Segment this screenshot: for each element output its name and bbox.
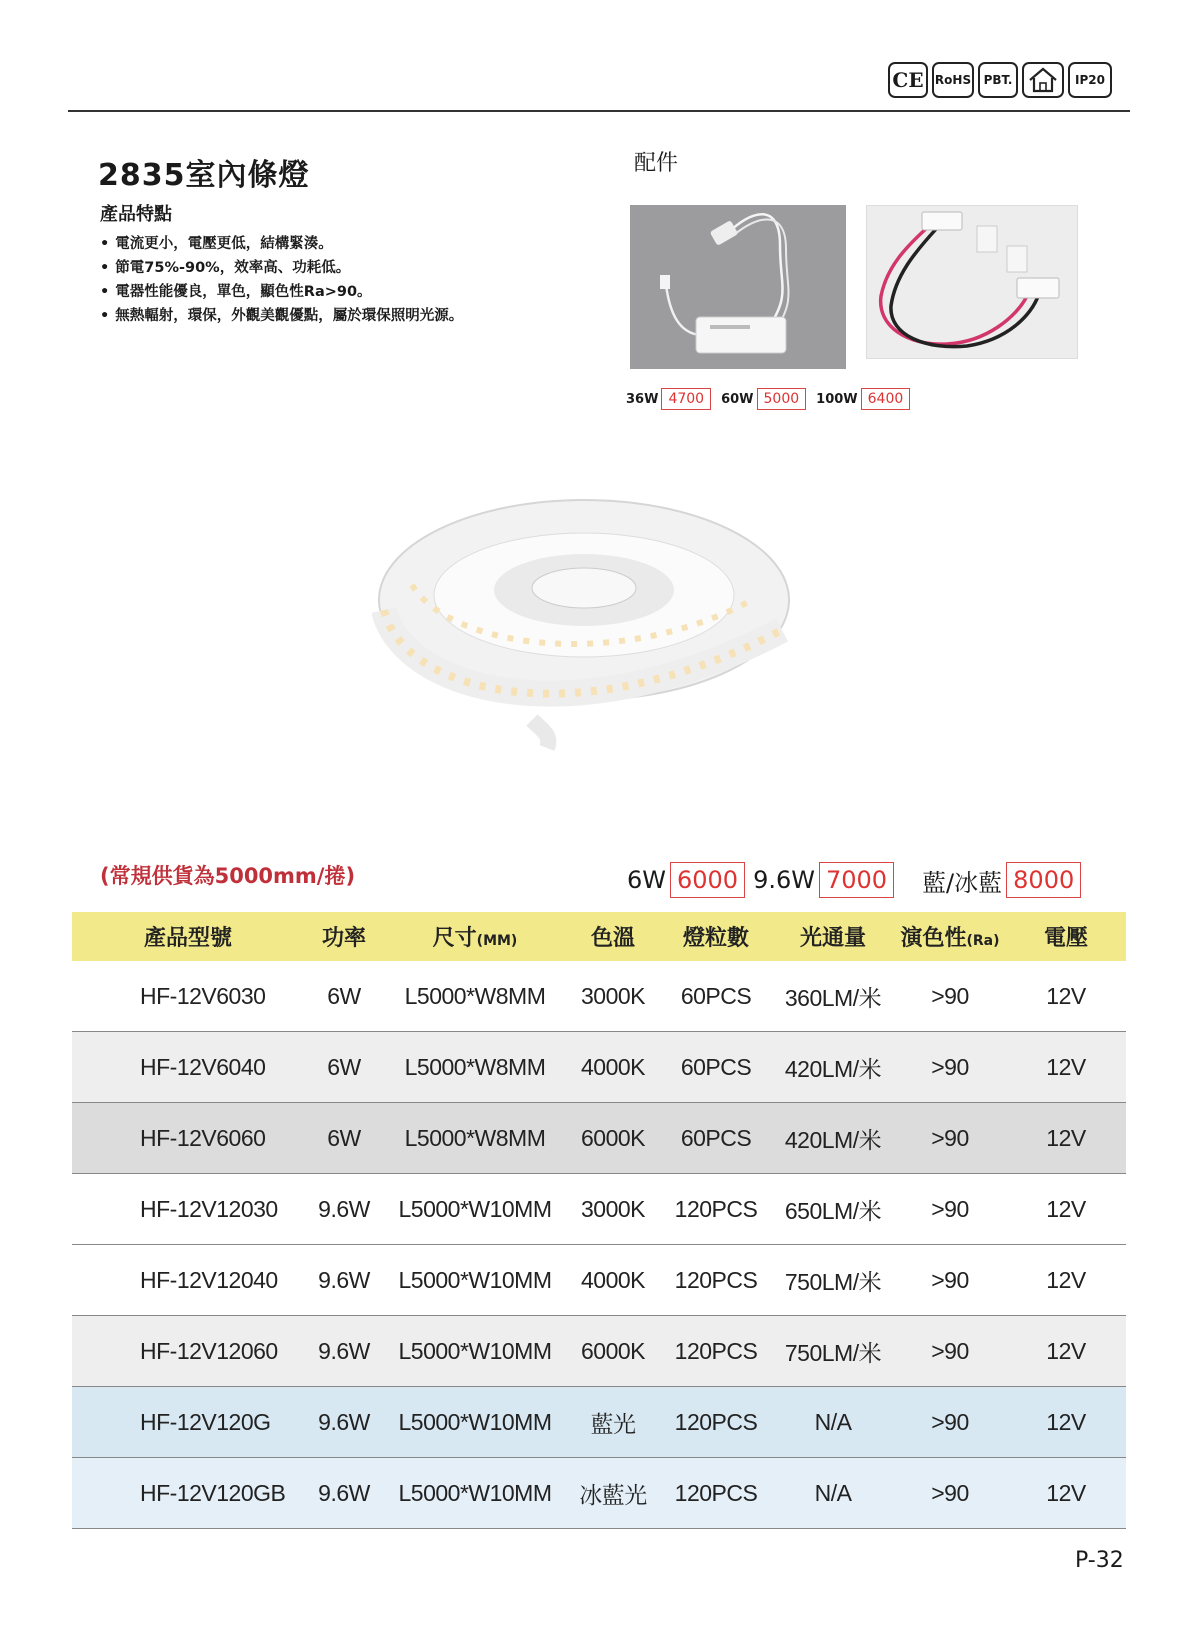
indoor-house-icon	[1022, 62, 1064, 98]
cell-cri: >90	[894, 1032, 1006, 1103]
page-number: P-32	[1075, 1548, 1124, 1573]
cell-temp: 3000K	[566, 961, 660, 1032]
cell-leds: 120PCS	[660, 1458, 772, 1529]
power-watt: 60W	[721, 391, 754, 407]
cell-leds: 120PCS	[660, 1316, 772, 1387]
header-color-temp: 色溫	[566, 912, 660, 961]
table-row	[72, 1387, 1126, 1458]
connector-cable-photo	[866, 205, 1078, 359]
cell-cri: >90	[894, 1103, 1006, 1174]
pbt-badge: PBT.	[978, 62, 1018, 98]
cell-model: HF-12V6060	[72, 1103, 304, 1174]
accessory-power-options	[626, 388, 920, 410]
cell-cri: >90	[894, 1245, 1006, 1316]
cell-voltage: 12V	[1006, 1387, 1126, 1458]
cell-size: L5000*W10MM	[384, 1458, 566, 1529]
cell-model: HF-12V12060	[72, 1316, 304, 1387]
code-label: 6W	[627, 866, 666, 894]
feature-item: • 電流更小，電壓更低，結構緊湊。	[100, 232, 463, 256]
code-label: 9.6W	[753, 866, 815, 894]
ip20-badge: IP20	[1068, 62, 1112, 98]
cell-voltage: 12V	[1006, 1032, 1126, 1103]
cell-temp: 4000K	[566, 1245, 660, 1316]
cell-size: L5000*W10MM	[384, 1174, 566, 1245]
cell-power: 9.6W	[304, 1316, 384, 1387]
led-strip-reel-image	[372, 490, 802, 760]
cell-cri: >90	[894, 1387, 1006, 1458]
code-label: 藍/冰藍	[922, 868, 1003, 897]
supply-note: (常規供貨為5000mm/捲)	[100, 864, 356, 888]
cell-power: 6W	[304, 961, 384, 1032]
cell-flux: 360LM/米	[772, 961, 894, 1032]
cell-flux: 750LM/米	[772, 1245, 894, 1316]
cell-leds: 60PCS	[660, 961, 772, 1032]
page-title: 2835室內條燈	[98, 158, 310, 193]
cell-model: HF-12V120GB	[72, 1458, 304, 1529]
table-row	[72, 1245, 1126, 1316]
rohs-badge: RoHS	[932, 62, 974, 98]
spec-table	[72, 912, 1126, 1529]
feature-item: • 無熱輻射，環保，外觀美觀優點，屬於環保照明光源。	[100, 304, 463, 328]
table-row	[72, 961, 1126, 1032]
cell-power: 9.6W	[304, 1174, 384, 1245]
feature-item: • 電器性能優良，單色，顯色性Ra>90。	[100, 280, 463, 304]
header-voltage: 電壓	[1006, 912, 1126, 961]
cell-size: L5000*W10MM	[384, 1245, 566, 1316]
code-value: 8000	[1006, 862, 1081, 898]
feature-list	[100, 232, 463, 328]
cell-flux: 420LM/米	[772, 1032, 894, 1103]
cell-model: HF-12V6040	[72, 1032, 304, 1103]
cell-flux: N/A	[772, 1387, 894, 1458]
table-row	[72, 1458, 1126, 1529]
header-flux: 光通量	[772, 912, 894, 961]
cell-model: HF-12V12040	[72, 1245, 304, 1316]
features-heading: 產品特點	[100, 204, 172, 225]
header-cri: 演色性(Ra)	[894, 912, 1006, 961]
power-watt: 100W	[816, 391, 858, 407]
cell-flux: 420LM/米	[772, 1103, 894, 1174]
power-adapter-photo	[630, 205, 846, 369]
cell-temp: 4000K	[566, 1032, 660, 1103]
cell-size: L5000*W8MM	[384, 1032, 566, 1103]
cell-size: L5000*W8MM	[384, 1103, 566, 1174]
accessories-title: 配件	[634, 151, 679, 176]
header-power: 功率	[304, 912, 384, 961]
cell-size: L5000*W10MM	[384, 1387, 566, 1458]
cell-leds: 60PCS	[660, 1032, 772, 1103]
power-watt: 36W	[626, 391, 659, 407]
cell-leds: 120PCS	[660, 1387, 772, 1458]
cell-power: 9.6W	[304, 1387, 384, 1458]
feature-item: • 節電75%-90%，效率高、功耗低。	[100, 256, 463, 280]
cell-temp: 6000K	[566, 1316, 660, 1387]
cell-voltage: 12V	[1006, 1316, 1126, 1387]
cell-size: L5000*W10MM	[384, 1316, 566, 1387]
cell-temp: 3000K	[566, 1174, 660, 1245]
power-code: 6400	[861, 388, 911, 410]
cell-leds: 120PCS	[660, 1174, 772, 1245]
code-value: 7000	[819, 862, 894, 898]
cell-cri: >90	[894, 1174, 1006, 1245]
cell-temp: 6000K	[566, 1103, 660, 1174]
cell-power: 6W	[304, 1032, 384, 1103]
power-code: 4700	[661, 388, 711, 410]
cell-power: 9.6W	[304, 1458, 384, 1529]
cell-voltage: 12V	[1006, 1458, 1126, 1529]
cell-model: HF-12V6030	[72, 961, 304, 1032]
header-led-count: 燈粒數	[660, 912, 772, 961]
ce-badge: CE	[888, 62, 928, 98]
table-row	[72, 1103, 1126, 1174]
cell-power: 9.6W	[304, 1245, 384, 1316]
cell-flux: 650LM/米	[772, 1174, 894, 1245]
table-row	[72, 1174, 1126, 1245]
header-model: 產品型號	[72, 912, 304, 961]
cell-size: L5000*W8MM	[384, 961, 566, 1032]
cell-flux: 750LM/米	[772, 1316, 894, 1387]
cell-voltage: 12V	[1006, 1245, 1126, 1316]
cell-leds: 60PCS	[660, 1103, 772, 1174]
code-value: 6000	[670, 862, 745, 898]
header-divider	[68, 110, 1130, 112]
cell-leds: 120PCS	[660, 1245, 772, 1316]
table-row	[72, 1032, 1126, 1103]
cell-temp: 冰藍光	[566, 1458, 660, 1529]
table-header-row	[72, 912, 1126, 961]
table-row	[72, 1316, 1126, 1387]
power-code: 5000	[757, 388, 807, 410]
cell-flux: N/A	[772, 1458, 894, 1529]
cell-cri: >90	[894, 1316, 1006, 1387]
cell-model: HF-12V12030	[72, 1174, 304, 1245]
cell-power: 6W	[304, 1103, 384, 1174]
cell-model: HF-12V120G	[72, 1387, 304, 1458]
header-size: 尺寸(MM)	[384, 912, 566, 961]
cell-voltage: 12V	[1006, 1174, 1126, 1245]
product-codes	[627, 862, 1089, 898]
cell-temp: 藍光	[566, 1387, 660, 1458]
cell-voltage: 12V	[1006, 1103, 1126, 1174]
certification-badges	[888, 62, 1112, 98]
cell-cri: >90	[894, 961, 1006, 1032]
cell-cri: >90	[894, 1458, 1006, 1529]
cell-voltage: 12V	[1006, 961, 1126, 1032]
